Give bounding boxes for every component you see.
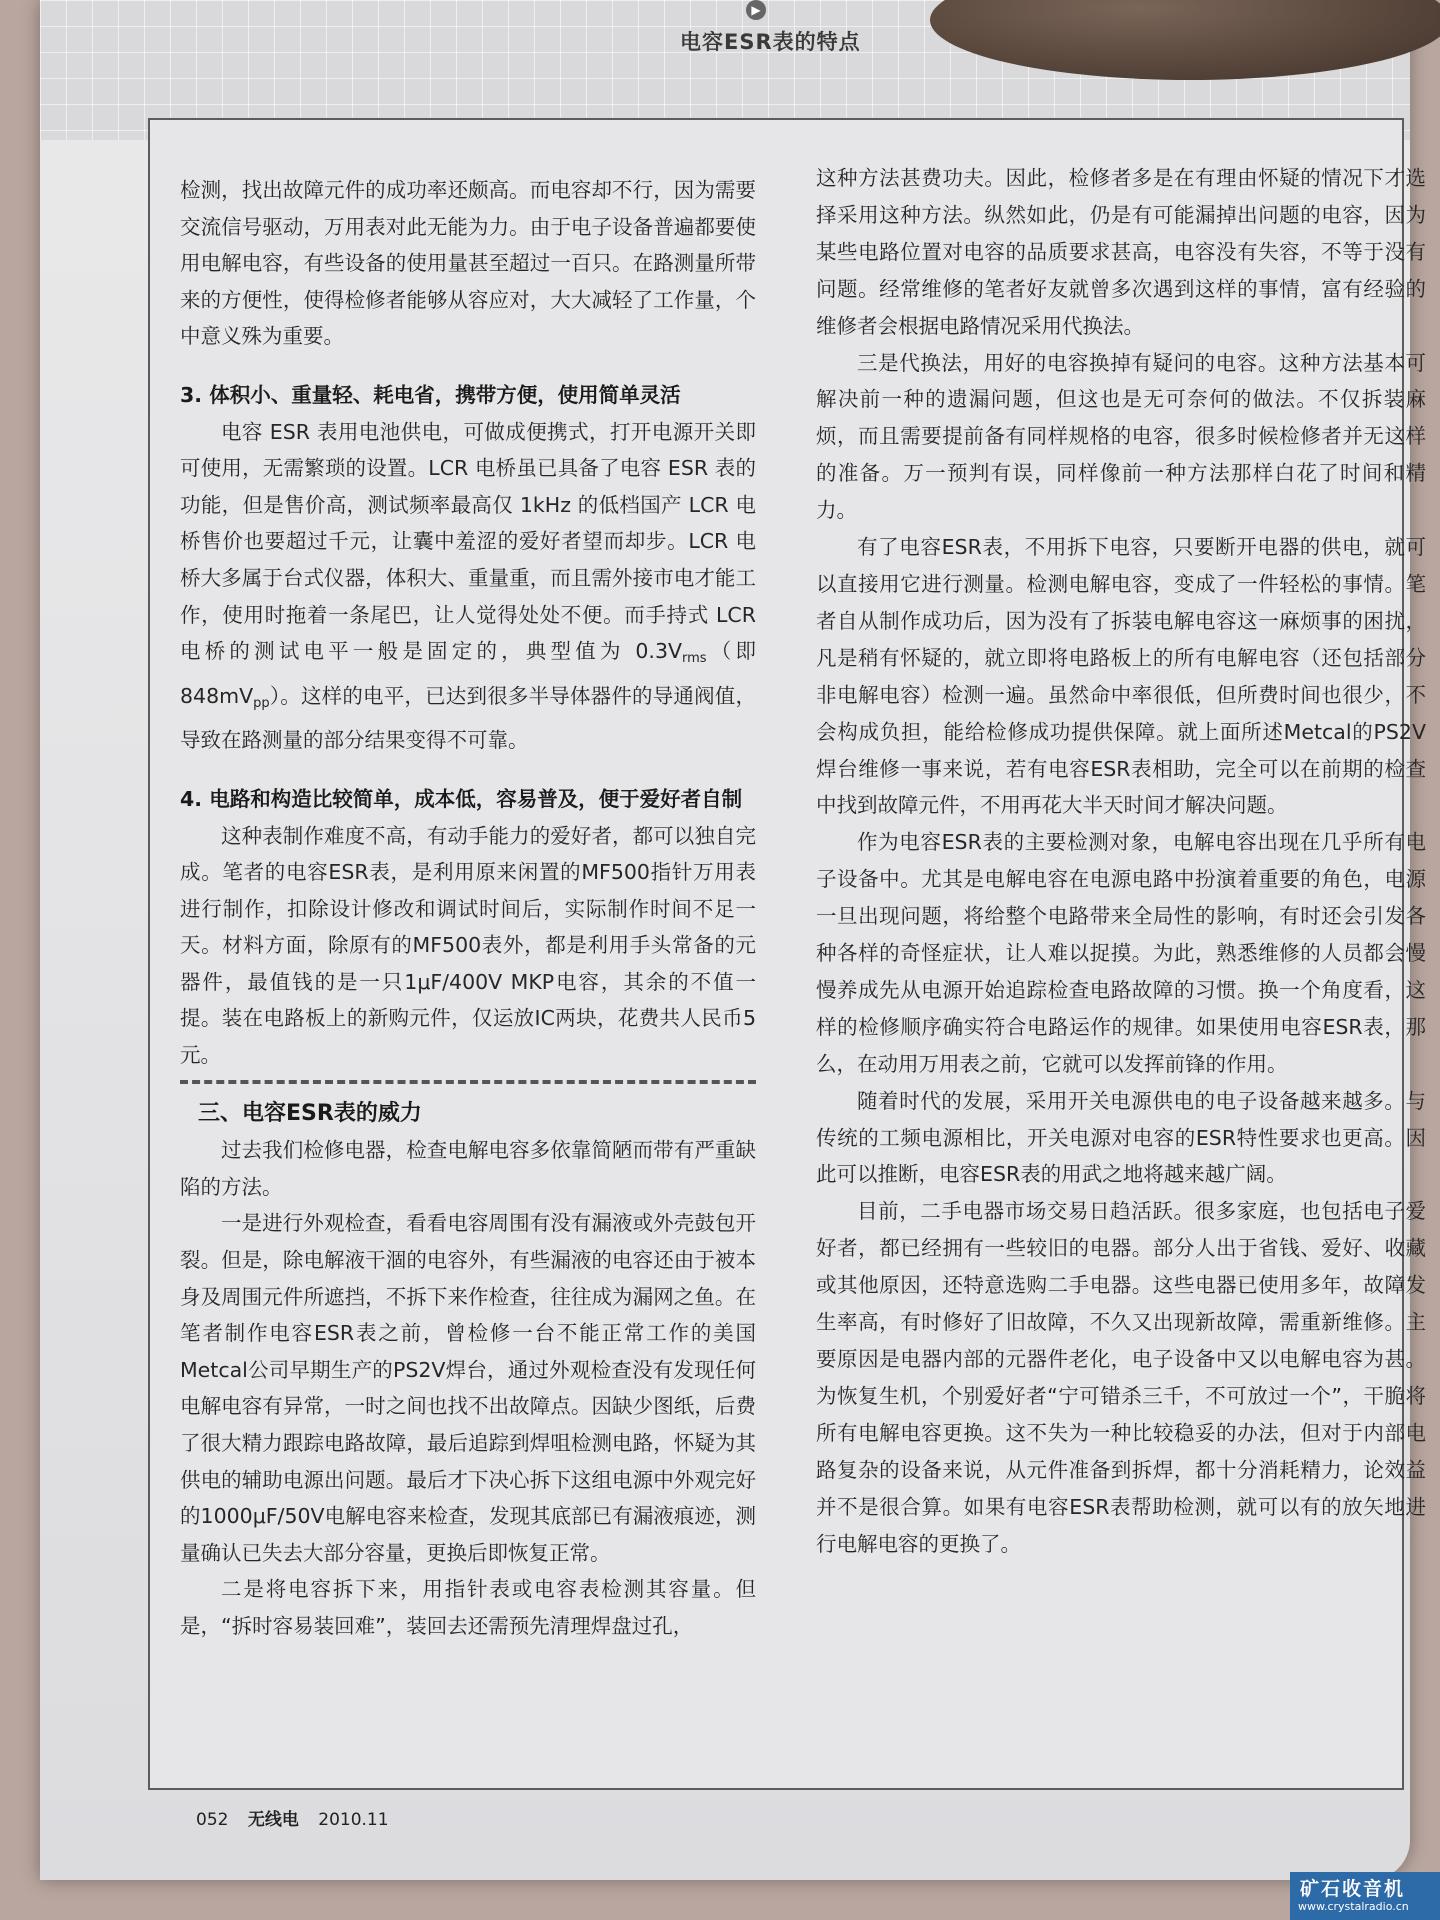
paragraph: 这种方法甚费功夫。因此，检修者多是在有理由怀疑的情况下才选择采用这种方法。纵然如此，仍是有可能漏掉出问题的电容，因为某些电路位置对电容的品质要求甚高，电容没有失容，不等于没有问题。经常维修的笔者好友就曾多次遇到这样的事情，富有经验的维修者会根据电路情况采用代换法。 <box>816 166 1426 338</box>
paragraph: 作为电容ESR表的主要检测对象，电解电容出现在几乎所有电子设备中。尤其是电解电容在电源电路中扮演着重要的角色，电源一旦出现问题，将给整个电路带来全局性的影响，有时还会引发各种各样的奇怪症状，让人难以捉摸。为此，熟悉维修的人员都会慢慢养成先从电源开始追踪检查电路故障的习惯。换一个角度看，这样的检修顺序确实符合电路运作的规律。如果使用电容ESR表，那么，在动用万用表之前，它就可以发挥前锋的作用。 <box>816 830 1426 1076</box>
text-run: ）。这样的电平，已达到很多半导体器件的导通阀值，导致在路测量的部分结果变得不可靠。 <box>180 683 756 753</box>
page-number: 052 <box>196 1810 229 1830</box>
issue-date: 2010.11 <box>318 1810 389 1830</box>
paragraph: 有了电容ESR表，不用拆下电容，只要断开电器的供电，就可以直接用它进行测量。检测电解电容，变成了一件轻松的事情。笔者自从制作成功后，因为没有了拆装电解电容这一麻烦事的困扰，凡是稍有怀疑的，就立即将电路板上的所有电解电容（还包括部分非电解电容）检测一遍。虽然命中率很低，但所费时间也很少，不会构成负担，能给检修成功提供保障。就上面所述Metcal的PS2V焊台维修一事来说，若有电容ESR表相助，完全可以在前期的检查中找到故障元件，不用再花大半天时间才解决问题。 <box>816 535 1426 818</box>
paragraph: 检测，找出故障元件的成功率还颇高。而电容却不行，因为需要交流信号驱动，万用表对此无能为力。由于电子设备普遍都要使用电解电容，有些设备的使用量甚至超过一百只。在路测量所带来的方便性，使得检修者能够从容应对，大大减轻了工作量，个中意义殊为重要。 <box>180 178 756 349</box>
right-column <box>816 160 1426 1562</box>
watermark-url: www.crystalradio.cn <box>1298 1900 1409 1913</box>
dashed-divider <box>180 1080 756 1084</box>
left-column <box>180 172 756 1645</box>
subheading: 3. 体积小、重量轻、耗电省，携带方便，使用简单灵活 <box>180 382 681 407</box>
subheading: 4. 电路和构造比较简单，成本低，容易普及，便于爱好者自制 <box>180 786 743 811</box>
paragraph: 目前，二手电器市场交易日趋活跃。很多家庭，也包括电子爱好者，都已经拥有一些较旧的电器。部分人出于省钱、爱好、收藏或其他原因，还特意选购二手电器。这些电器已使用多年，故障发生率高，有时修好了旧故障，不久又出现新故障，需重新维修。主要原因是电器内部的元器件老化，电子设备中又以电解电容为甚。为恢复生机，个别爱好者“宁可错杀三千，不可放过一个”，干脆将所有电解电容更换。这不失为一种比较稳妥的办法，但对于内部电路复杂的设备来说，从元件准备到拆焊，都十分消耗精力，论效益并不是很合算。如果有电容ESR表帮助检测，就可以有的放矢地进行电解电容的更换了。 <box>816 1199 1426 1556</box>
subscript: rms <box>682 651 707 667</box>
play-arrow-icon: ▶ <box>746 0 766 20</box>
paragraph: 三是代换法，用好的电容换掉有疑问的电容。这种方法基本可解决前一种的遗漏问题，但这也是无可奈何的做法。不仅拆装麻烦，而且需要提前备有同样规格的电容，很多时候检修者并无这样的准备。万一预判有误，同样像前一种方法那样白花了时间和精力。 <box>816 350 1426 523</box>
paragraph: 二是将电容拆下来，用指针表或电容表检测其容量。但是，“拆时容易装回难”，装回去还需预先清理焊盘过孔， <box>180 1577 756 1638</box>
section-tag: 电容ESR表的特点 <box>680 30 861 54</box>
paragraph <box>180 414 756 759</box>
site-watermark <box>1290 1872 1440 1920</box>
subscript: pp <box>253 695 270 711</box>
text-run: （即 848mV <box>180 639 756 708</box>
paragraph: 这种表制作难度不高，有动手能力的爱好者，都可以独自完成。笔者的电容ESR表，是利用原来闲置的MF500指针万用表进行制作，扣除设计修改和调试时间后，实际制作时间不足一天。材料方面，除原有的MF500表外，都是利用手头常备的元器件，最值钱的是一只1μF/400V MKP电容，其余的不值一提。装在电路板上的新购元件，仅运放IC两块，花费共人民币5元。 <box>180 823 756 1068</box>
watermark-name: 矿石收音机 <box>1300 1878 1406 1900</box>
paragraph: 过去我们检修电器，检查电解电容多依靠简陋而带有严重缺陷的方法。 <box>180 1138 756 1199</box>
paragraph: 随着时代的发展，采用开关电源供电的电子设备越来越多。与传统的工频电源相比，开关电源对电容的ESR特性要求也更高。因此可以推断，电容ESR表的用武之地将越来越广阔。 <box>816 1088 1426 1187</box>
page-footer <box>196 1805 403 1830</box>
magazine-name: 无线电 <box>247 1810 299 1830</box>
paragraph: 一是进行外观检查，看看电容周围有没有漏液或外壳鼓包开裂。但是，除电解液干涸的电容外，有些漏液的电容还由于被本身及周围元件所遮挡，不拆下来作检查，往往成为漏网之鱼。在笔者制作电容ESR表之前，曾检修一台不能正常工作的美国Metcal公司早期生产的PS2V焊台，通过外观检查没有发现任何电解电容有异常，一时之间也找不出故障点。因缺少图纸，后费了很大精力跟踪电路故障，最后追踪到焊咀检测电路，怀疑为其供电的辅助电源出问题。最后才下决心拆下这组电源中外观完好的1000μF/50V电解电容来检查，发现其底部已有漏液痕迹，测量确认已失去大部分容量，更换后即恢复正常。 <box>180 1211 756 1565</box>
section-title: 三、电容ESR表的威力 <box>198 1100 422 1126</box>
text-run: 电容 ESR 表用电池供电，可做成便携式，打开电源开关即可使用，无需繁琐的设置。LCR 电桥虽已具备了电容 ESR 表的功能，但是售价高，测试频率最高仅 1kHz 的低档国产 LCR 电桥售价也要超过千元，让囊中羞涩的爱好者望而却步。LCR 电桥大多属于台式仪器，体积大、重量重，而且需外接市电才能工作，使用时拖着一条尾巴，让人觉得处处不便。而手持式 LCR 电桥的测试电平一般是固定的，典型值为 0.3V <box>180 419 756 664</box>
